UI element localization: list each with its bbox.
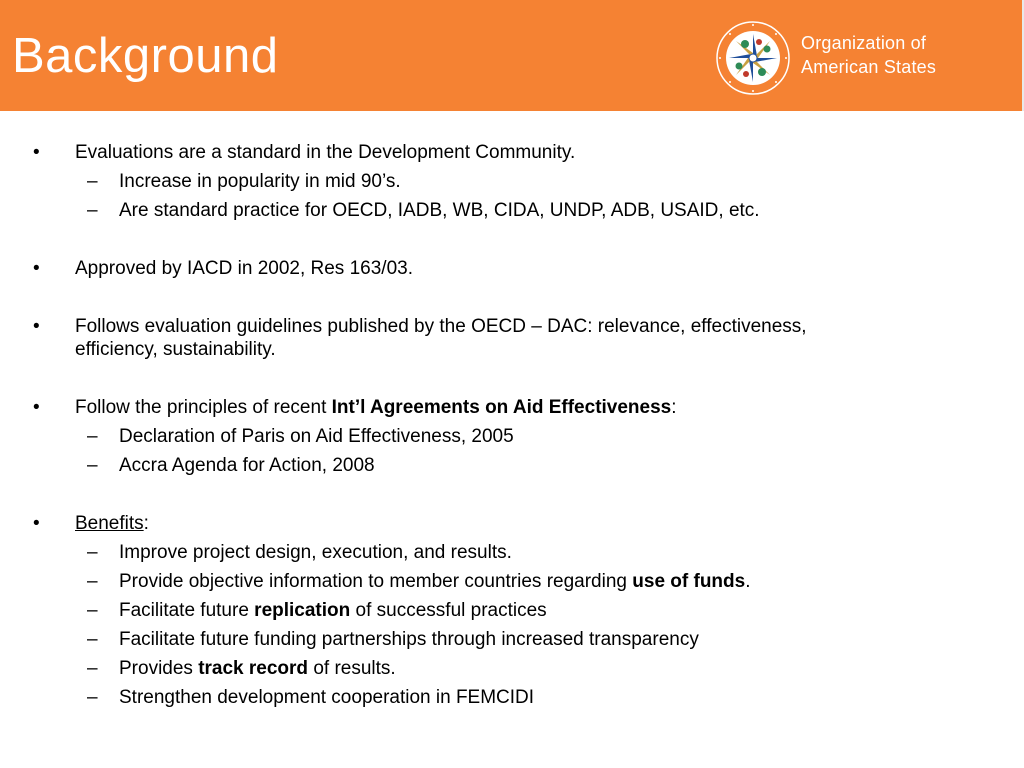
slide-title: Background: [12, 29, 279, 83]
dash-marker: –: [87, 542, 98, 563]
bullet-marker: •: [33, 316, 40, 337]
org-name-line2: American States: [801, 57, 937, 77]
sub-paris: Declaration of Paris on Aid Effectiveness, 2005: [119, 426, 514, 447]
sub-improve: Improve project design, execution, and results.: [119, 542, 512, 563]
sub-objective-info: [119, 570, 751, 594]
benefits-suffix: :: [143, 513, 149, 534]
bullet-marker: •: [33, 513, 40, 534]
bullet-marker: •: [33, 397, 40, 418]
track-suffix: of results.: [308, 658, 396, 679]
sub-standard-practice: Are standard practice for OECD, IADB, WB, CIDA, UNDP, ADB, USAID, etc.: [119, 200, 760, 221]
bullet-guidelines-line1: Follows evaluation guidelines published by the OECD – DAC: relevance, effectiveness,: [75, 316, 807, 337]
sub-track-record: [119, 657, 396, 681]
dash-marker: –: [87, 200, 98, 221]
objective-prefix: Provide objective information to member countries regarding: [119, 571, 633, 592]
bullet-approved: Approved by IACD in 2002, Res 163/03.: [75, 258, 413, 279]
replication-suffix: of successful practices: [350, 600, 547, 621]
sub-accra: Accra Agenda for Action, 2008: [119, 455, 375, 476]
bullet-marker: •: [33, 142, 40, 163]
principles-bold: Int’l Agreements on Aid Effectiveness: [331, 397, 672, 418]
bullet-principles: [75, 396, 677, 420]
track-prefix: Provides: [119, 658, 199, 679]
dash-marker: –: [87, 171, 98, 192]
dash-marker: –: [87, 600, 98, 621]
sub-partnerships: Facilitate future funding partnerships through increased transparency: [119, 629, 699, 650]
dash-marker: –: [87, 658, 98, 679]
replication-prefix: Facilitate future: [119, 600, 255, 621]
dash-marker: –: [87, 426, 98, 447]
principles-prefix: Follow the principles of recent: [75, 397, 332, 418]
dash-marker: –: [87, 571, 98, 592]
sub-popularity: Increase in popularity in mid 90’s.: [119, 171, 401, 192]
bullet-guidelines-line2: efficiency, sustainability.: [75, 339, 276, 360]
objective-bold: use of funds: [632, 571, 746, 592]
org-name-line1: Organization of: [801, 33, 927, 53]
bullet-benefits: [75, 512, 149, 536]
bullet-marker: •: [33, 258, 40, 279]
dash-marker: –: [87, 629, 98, 650]
sub-replication: [119, 599, 547, 623]
bullet-evaluations: Evaluations are a standard in the Development Community.: [75, 142, 576, 163]
dash-marker: –: [87, 455, 98, 476]
sub-femcidi: Strengthen development cooperation in FEMCIDI: [119, 687, 535, 708]
replication-bold: replication: [254, 600, 351, 621]
principles-suffix: :: [671, 397, 677, 418]
dash-marker: –: [87, 687, 98, 708]
objective-suffix: .: [745, 571, 751, 592]
track-bold: track record: [198, 658, 309, 679]
benefits-label: Benefits: [75, 513, 144, 534]
